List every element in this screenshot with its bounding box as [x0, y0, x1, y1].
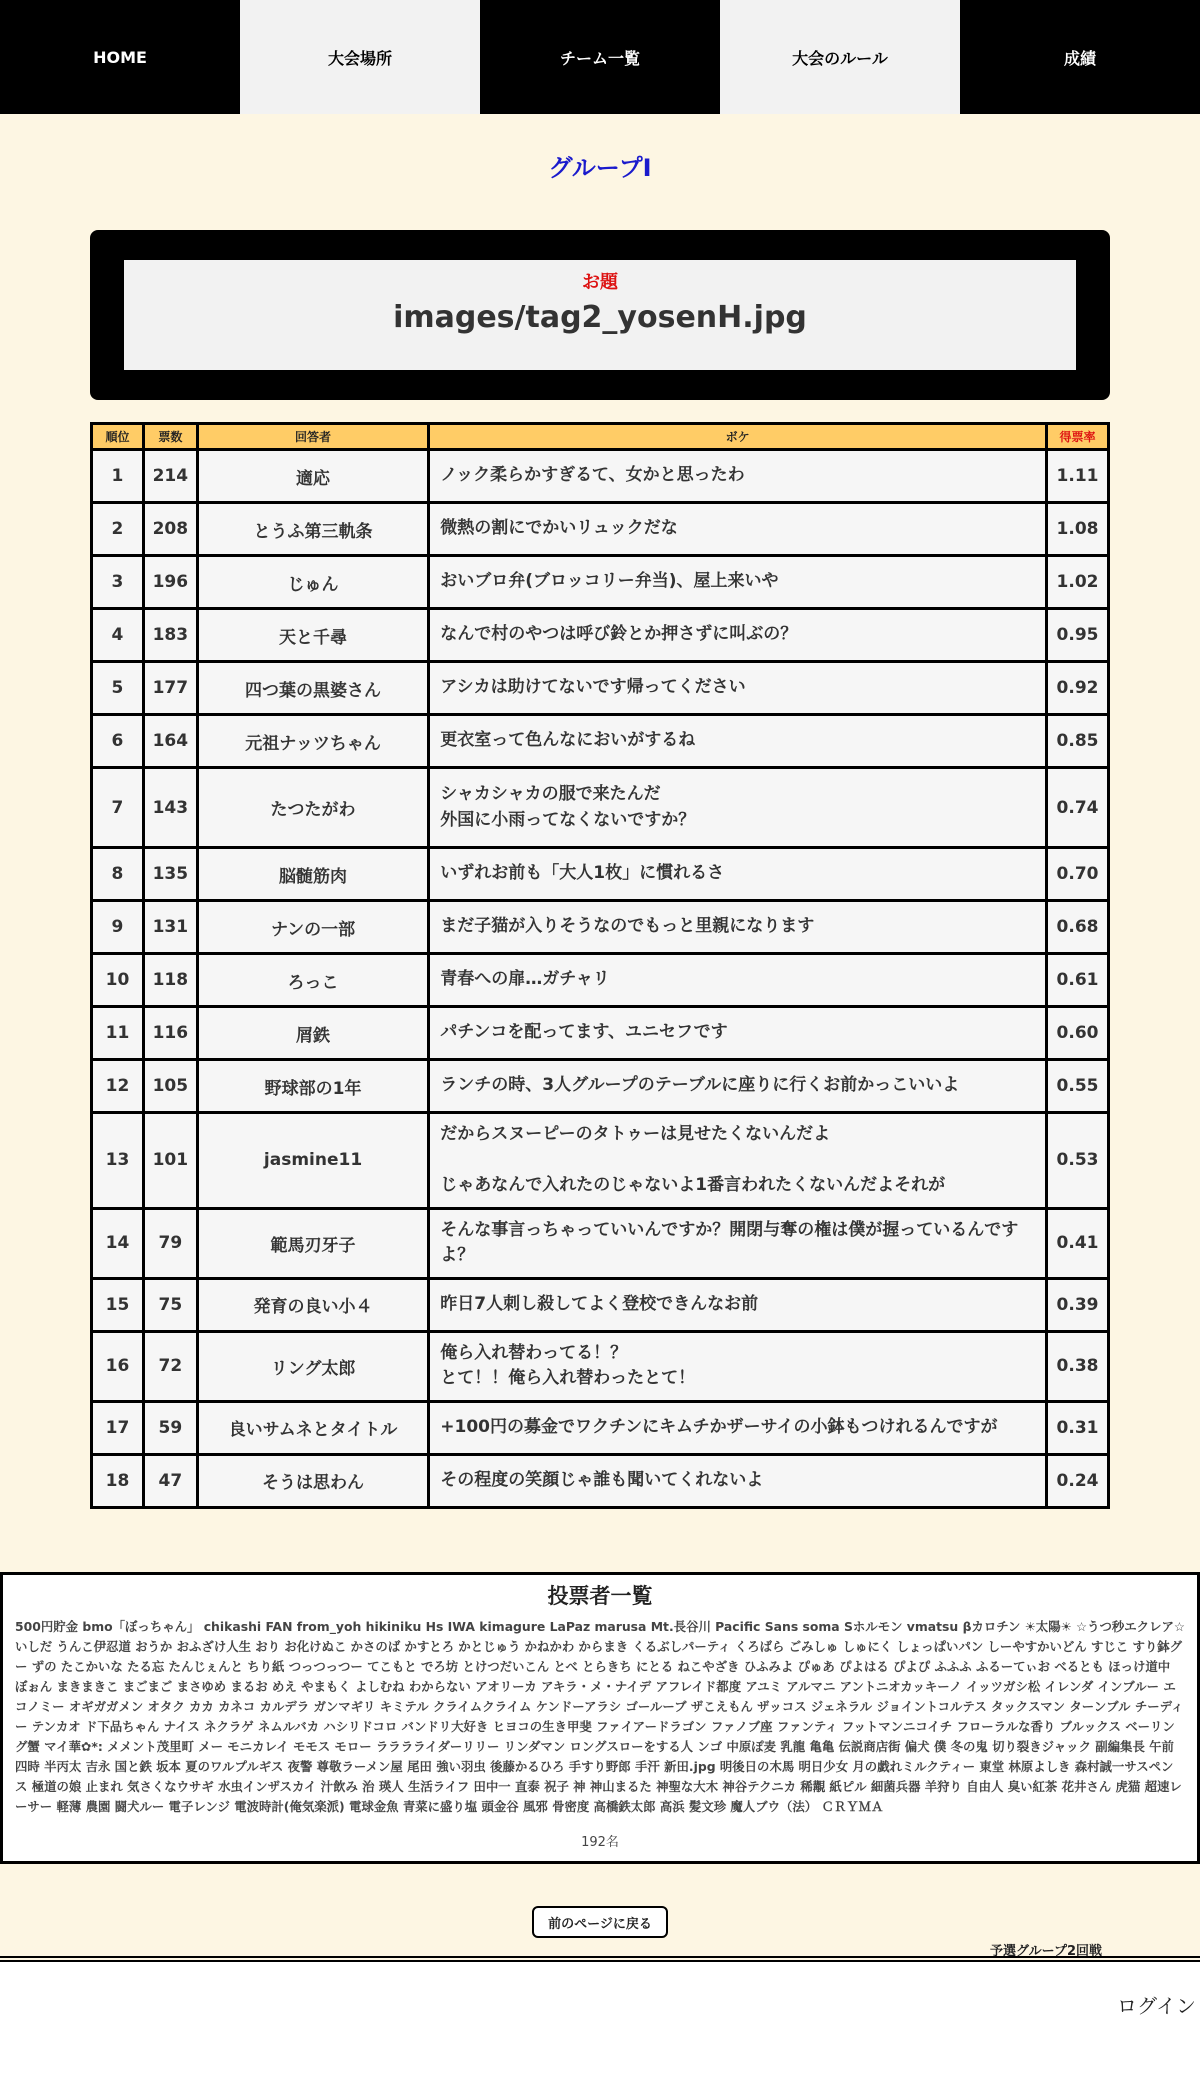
header-name: 回答者 — [197, 424, 428, 450]
table-row — [92, 954, 1109, 1007]
rate-cell: 0.61 — [1047, 954, 1109, 1007]
boke-cell: おいブロ弁(ブロッコリー弁当)、屋上来いや — [429, 556, 1047, 609]
footer — [0, 1962, 1200, 2073]
table-row — [92, 1007, 1109, 1060]
boke-cell: パチンコを配ってます、ユニセフです — [429, 1007, 1047, 1060]
rate-cell: 1.08 — [1047, 503, 1109, 556]
rank-cell: 13 — [92, 1113, 144, 1209]
rank-cell: 12 — [92, 1060, 144, 1113]
table-row — [92, 556, 1109, 609]
votes-cell: 143 — [143, 768, 197, 848]
rate-cell: 0.95 — [1047, 609, 1109, 662]
boke-cell: だからスヌーピーのタトゥーは見せたくないんだよ じゃあなんで入れたのじゃないよ1番言われたくないんだよそれが — [429, 1113, 1047, 1209]
name-cell: とうふ第三軌条 — [197, 503, 428, 556]
votes-cell: 118 — [143, 954, 197, 1007]
boke-cell: ノック柔らかすぎるて、女かと思ったわ — [429, 450, 1047, 503]
name-cell: ろっこ — [197, 954, 428, 1007]
nav-home[interactable]: HOME — [0, 0, 240, 114]
table-row — [92, 1208, 1109, 1278]
table-row — [92, 662, 1109, 715]
rate-cell: 1.11 — [1047, 450, 1109, 503]
votes-cell: 177 — [143, 662, 197, 715]
votes-cell: 208 — [143, 503, 197, 556]
table-row — [92, 848, 1109, 901]
rank-cell: 17 — [92, 1401, 144, 1454]
boke-cell: いずれお前も「大人1枚」に慣れるさ — [429, 848, 1047, 901]
boke-cell: 俺ら入れ替わってる！？ とて！！俺ら入れ替わったとて！ — [429, 1331, 1047, 1401]
boke-cell: 微熱の割にでかいリュックだな — [429, 503, 1047, 556]
login-link[interactable]: ログイン — [1117, 1994, 1196, 2018]
table-row — [92, 450, 1109, 503]
table-header-row — [92, 424, 1109, 450]
name-cell: 脳髄筋肉 — [197, 848, 428, 901]
boke-cell: なんで村のやつは呼び鈴とか押さずに叫ぶの？ — [429, 609, 1047, 662]
topic-label: お題 — [582, 272, 618, 293]
name-cell: 天と千尋 — [197, 609, 428, 662]
round-label: 予選グループ2回戦 — [990, 1944, 1103, 1959]
nav-results[interactable]: 成績 — [960, 0, 1200, 114]
votes-cell: 101 — [143, 1113, 197, 1209]
rank-cell: 6 — [92, 715, 144, 768]
table-row — [92, 1401, 1109, 1454]
boke-cell: 昨日7人刺し殺してよく登校できんなお前 — [429, 1278, 1047, 1331]
boke-cell: +100円の募金でワクチンにキムチかザーサイの小鉢もつけれるんですが — [429, 1401, 1047, 1454]
back-button[interactable]: 前のページに戻る — [532, 1906, 668, 1938]
votes-cell: 105 — [143, 1060, 197, 1113]
name-cell: 元祖ナッツちゃん — [197, 715, 428, 768]
table-row — [92, 503, 1109, 556]
rate-cell: 0.31 — [1047, 1401, 1109, 1454]
name-cell: 良いサムネとタイトル — [197, 1401, 428, 1454]
table-row — [92, 1454, 1109, 1507]
table-body — [92, 450, 1109, 1508]
rate-cell: 0.38 — [1047, 1331, 1109, 1401]
name-cell: リング太郎 — [197, 1331, 428, 1401]
votes-cell: 164 — [143, 715, 197, 768]
table-row — [92, 1278, 1109, 1331]
rate-cell: 0.92 — [1047, 662, 1109, 715]
topic-panel — [90, 230, 1110, 400]
results-table — [90, 422, 1110, 1509]
boke-cell: シャカシャカの服で来たんだ 外国に小雨ってなくないですか？ — [429, 768, 1047, 848]
name-cell: 屑鉄 — [197, 1007, 428, 1060]
votes-cell: 72 — [143, 1331, 197, 1401]
header-rank: 順位 — [92, 424, 144, 450]
table-row — [92, 715, 1109, 768]
rank-cell: 4 — [92, 609, 144, 662]
boke-cell: 青春への扉…ガチャリ — [429, 954, 1047, 1007]
topic-box — [124, 260, 1076, 370]
votes-cell: 75 — [143, 1278, 197, 1331]
nav-teams[interactable]: チーム一覧 — [480, 0, 720, 114]
nav-venue[interactable]: 大会場所 — [240, 0, 480, 114]
voters-title: 投票者一覧 — [547, 1584, 653, 1608]
name-cell: 四つ葉の黒婆さん — [197, 662, 428, 715]
rate-cell: 0.68 — [1047, 901, 1109, 954]
table-row — [92, 768, 1109, 848]
table-row — [92, 609, 1109, 662]
rank-cell: 15 — [92, 1278, 144, 1331]
table-row — [92, 1331, 1109, 1401]
votes-cell: 214 — [143, 450, 197, 503]
rank-cell: 16 — [92, 1331, 144, 1401]
votes-cell: 135 — [143, 848, 197, 901]
votes-cell: 116 — [143, 1007, 197, 1060]
header-votes: 票数 — [143, 424, 197, 450]
name-cell: たつたがわ — [197, 768, 428, 848]
boke-cell: ランチの時、3人グループのテーブルに座りに行くお前かっこいいよ — [429, 1060, 1047, 1113]
rank-cell: 1 — [92, 450, 144, 503]
boke-cell: そんな事言っちゃっていいんですか？開閉与奪の権は僕が握っているんですよ？ — [429, 1208, 1047, 1278]
rate-cell: 0.24 — [1047, 1454, 1109, 1507]
name-cell: jasmine11 — [197, 1113, 428, 1209]
rate-cell: 0.53 — [1047, 1113, 1109, 1209]
rate-cell: 1.02 — [1047, 556, 1109, 609]
boke-cell: その程度の笑顔じゃ誰も聞いてくれないよ — [429, 1454, 1047, 1507]
table-row — [92, 901, 1109, 954]
rank-cell: 18 — [92, 1454, 144, 1507]
rank-cell: 14 — [92, 1208, 144, 1278]
rate-cell: 0.74 — [1047, 768, 1109, 848]
rate-cell: 0.70 — [1047, 848, 1109, 901]
votes-cell: 79 — [143, 1208, 197, 1278]
boke-cell: まだ子猫が入りそうなのでもっと里親になります — [429, 901, 1047, 954]
header-boke: ボケ — [429, 424, 1047, 450]
rank-cell: 9 — [92, 901, 144, 954]
rank-cell: 10 — [92, 954, 144, 1007]
name-cell: そうは思わん — [197, 1454, 428, 1507]
boke-cell: アシカは助けてないです帰ってください — [429, 662, 1047, 715]
rank-cell: 2 — [92, 503, 144, 556]
votes-cell: 196 — [143, 556, 197, 609]
name-cell: 野球部の1年 — [197, 1060, 428, 1113]
rank-cell: 8 — [92, 848, 144, 901]
rank-cell: 11 — [92, 1007, 144, 1060]
name-cell: 発育の良い小４ — [197, 1278, 428, 1331]
name-cell: ナンの一部 — [197, 901, 428, 954]
table-row — [92, 1113, 1109, 1209]
rate-cell: 0.55 — [1047, 1060, 1109, 1113]
rate-cell: 0.41 — [1047, 1208, 1109, 1278]
voters-panel — [0, 1572, 1200, 1864]
rate-cell: 0.60 — [1047, 1007, 1109, 1060]
boke-cell: 更衣室って色んなにおいがするね — [429, 715, 1047, 768]
voters-list: 500円貯金 bmo「ぼっちゃん」 chikashi FAN from_yoh hikiniku Hs IWA kimagure LaPaz marusa Mt.長谷川 Pacific Sans soma Sホルモン vmatsu βカロチン ☀太陽☀ ☆うつ秒エクレア☆ いしだ うんこ伊忍道 おうか おふざけ人生 おり お化けぬこ かさのば かすとろ かとじゅう かねかわ からまき くるぶしパーティ くろばら ごみしゅ しゅにく しょっぱいパン しーやすかいどん すじこ すり鉢グー ずの たこかいな たる忘 たんじぇんと ちり紙 つっつっつー てこもと でろ坊 とけつだいこん とべ とらきち にとる ねこやざき ひふみよ ぴゅあ ぴよはる ぴよぴ ふふふ ふるーてぃお べるとも ほっけ道中 ぼぉん まきまきこ まごまご まさゆめ まるお めえ やまもく よしむね わからない アオリーカ アキラ・メ・ナイデ アフレイド都度 アユミ アルマニ アントニオカッキーノ イッツガシ松 イレンダ インブルー エコノミー オギガガメン オタク カカ カネコ カルデラ ガンマギリ キミテル クライムクライム ケンドーアラシ ゴールーブ ザこえもん ザッコス ジェネラル ジョイントコルテス タックスマン ターンブル チーディー テンカオ ド下品ちゃん ナイス ネクラゲ ネムルバカ ハシリドコロ バンドリ大好き ヒヨコの生き甲斐 ファイアードラゴン ファノブ座 ファンティ フットマンニコイチ フローラルな香り ブルックス ベーリング蟹 マイ華✿*: メメント茂里町 メー モニカレイ モモス モロー ラララライダーリリー リンダマン ロングスローをする人 ンゴ 中原ぽ麦 乳龍 亀亀 伝説商店街 偏犬 僕 冬の鬼 切り裂きジャック 副編集長 午前四時 半丙太 吉永 国と鉄 坂本 夏のワルプルギス 夜警 尊敬ラーメン屋 尾田 強い羽虫 後藤かるひろ 手すり野郎 手汗 新田.jpg 明後日の木馬 明日少女 月の戯れミルクティー 東堂 林原よしき 森村誠一サスペンス 極道の娘 止まれ 気さくなウサギ 水虫インザスカイ 汁飲み 治 瑛人 生活ライフ 田中一 直泰 祝子 神 神山まるた 神聖な大木 神谷テクニカ 稀覯 紙ピル 細菌兵器 羊狩り 自由人 臭い紅茶 花井さん 虎猫 超速レーサー 軽薄 農園 闘犬ルー 電子レンジ 電波時計(俺気楽派) 電球金魚 青菜に盛り塩 頭金谷 風邪 骨密度 高橋鉄太郎 高浜 髪文珍 魔人ブウ（法） ＣＲＹＭＡ — [15, 1619, 1185, 1814]
votes-cell: 131 — [143, 901, 197, 954]
votes-cell: 47 — [143, 1454, 197, 1507]
rank-cell: 3 — [92, 556, 144, 609]
top-nav — [0, 0, 1200, 114]
rate-cell: 0.39 — [1047, 1278, 1109, 1331]
name-cell: じゅん — [197, 556, 428, 609]
name-cell: 適応 — [197, 450, 428, 503]
rate-cell: 0.85 — [1047, 715, 1109, 768]
table-row — [92, 1060, 1109, 1113]
name-cell: 範馬刃牙子 — [197, 1208, 428, 1278]
rank-cell: 5 — [92, 662, 144, 715]
rank-cell: 7 — [92, 768, 144, 848]
nav-rules[interactable]: 大会のルール — [720, 0, 960, 114]
votes-cell: 59 — [143, 1401, 197, 1454]
header-rate: 得票率 — [1047, 424, 1109, 450]
votes-cell: 183 — [143, 609, 197, 662]
page-title: グループI — [548, 154, 652, 182]
voters-count: 192名 — [581, 1835, 619, 1850]
topic-text: images/tag2_yosenH.jpg — [393, 300, 807, 335]
